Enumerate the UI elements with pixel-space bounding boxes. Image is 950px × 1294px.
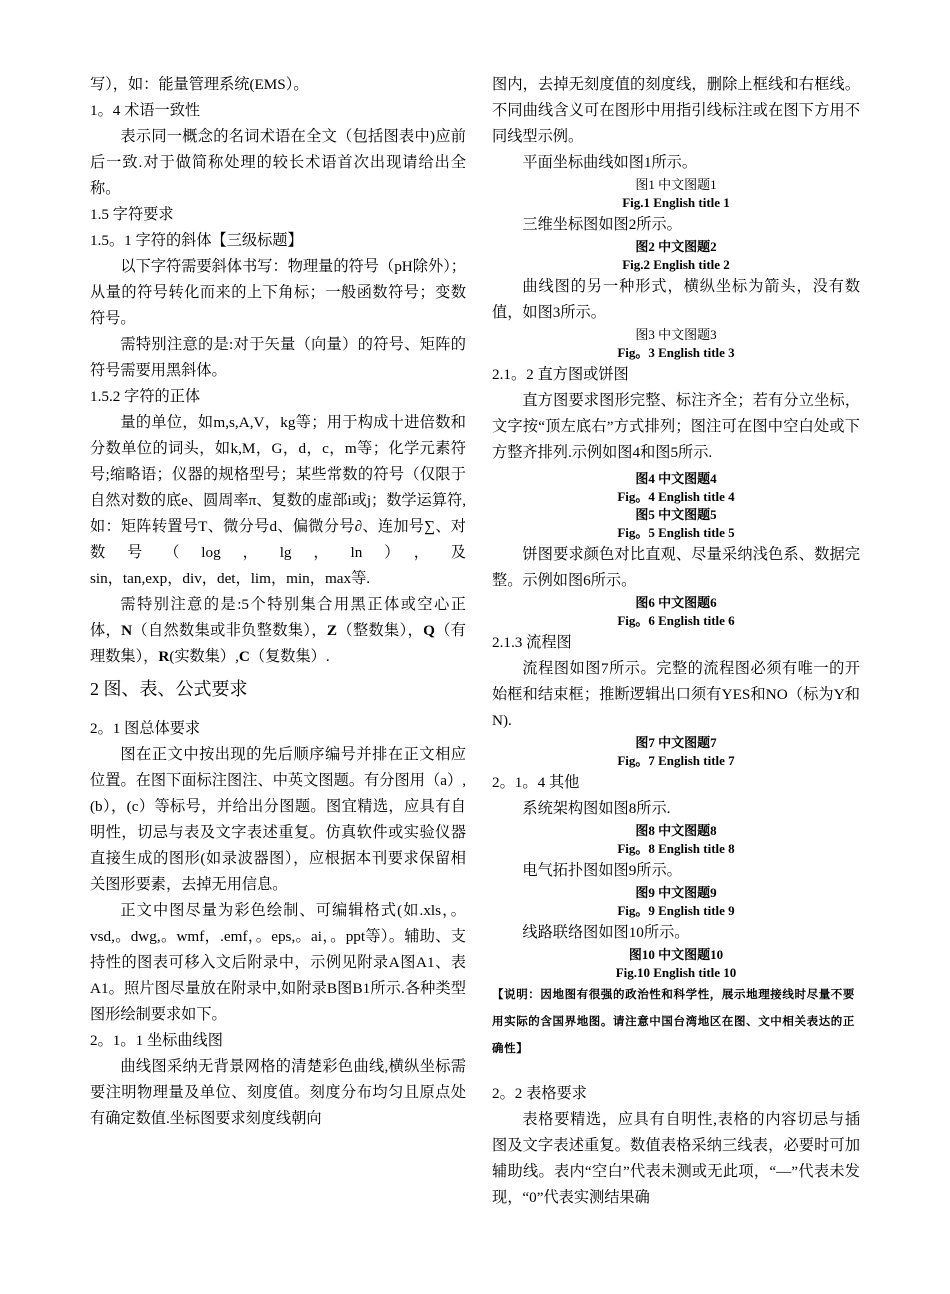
paragraph-figure-general: 图在正文中按出现的先后顺序编号并排在正文相应位置。在图下面标注图注、中英文图题。有分图用（a）,(b），(c）等标号，并给出分图题。图宜精选，应具有自明性，切忌与表及文字表述重复。仿真软件或实验仪器直接生成的图形(如录波器图），应根据本刊要求保留相关图形要素，去掉无用信息。 bbox=[90, 746, 466, 893]
figure-10-caption-en: Fig.10 English title 10 bbox=[615, 965, 737, 980]
figure-6-caption-cn: 图6 中文图题6 bbox=[635, 595, 717, 610]
paragraph-math-functions: sin，tan,exp，div，det，lim，min，max等. bbox=[90, 570, 371, 587]
paragraph-terminology: 表示同一概念的名词术语在全文（包括图表中)应前后一致.对于做简称处理的较长术语首次出现请给出全称。 bbox=[90, 128, 466, 197]
figure-4-caption-cn: 图4 中文图题4 bbox=[635, 471, 717, 486]
figure-3-caption-en: Fig。3 English title 3 bbox=[617, 345, 735, 360]
paragraph-italic-rules: 以下字符需要斜体书写：物理量的符号（pH除外）；从量的符号转化而来的上下角标；一般函数符号；变数符号。 bbox=[90, 258, 466, 327]
figure-8-caption-en: Fig。8 English title 8 bbox=[617, 841, 735, 856]
figure-2-caption-cn: 图2 中文图题2 bbox=[635, 239, 717, 254]
heading-2-1-3: 2.1.3 流程图 bbox=[492, 634, 572, 651]
heading-1-4: 1。4 术语一致性 bbox=[90, 102, 201, 119]
figure-9-caption-en: Fig。9 English title 9 bbox=[617, 903, 735, 918]
heading-2: 2 图、表、公式要求 bbox=[90, 679, 248, 699]
figure-9-caption-cn: 图9 中文图题9 bbox=[635, 885, 717, 900]
heading-2-1-2: 2.1。2 直方图或饼图 bbox=[492, 366, 629, 383]
figure-5-caption-cn: 图5 中文图题5 bbox=[635, 507, 717, 522]
paragraph-upright-rules: 量的单位，如m,s,A,V，kg等；用于构成十进倍数和分数单位的词头，如k,M，G，d，c，m等；化学元素符号;缩略语；仪器的规格型号；某些常数的符号（仅限于自然对数的底e、圆周率π、复数的虚部i或j；数学运算符,如：矩阵转置号T、微分号d、偏微分号∂、连加号∑、对数号（log，lg，ln），及 bbox=[90, 414, 466, 561]
figure-1-caption-cn: 图1 中文图题1 bbox=[635, 177, 717, 192]
set-q-desc: （有理数集）， bbox=[90, 622, 466, 665]
paragraph-pie: 饼图要求颜色对比直观、尽量采纳浅色系、数据完整。示例如图6所示。 bbox=[492, 546, 860, 589]
figure-4-caption-en: Fig。4 English title 4 bbox=[617, 489, 735, 504]
set-n-symbol: N bbox=[121, 622, 133, 639]
heading-2-1-4: 2。1。4 其他 bbox=[492, 774, 580, 791]
figure-3-caption-cn: 图3 中文图题3 bbox=[635, 327, 717, 342]
set-z-symbol: Z bbox=[326, 622, 338, 639]
paragraph-table: 表格要精选，应具有自明性,表格的内容切忌与插图及文字表述重复。数值表格采纳三线表，必要时可加辅助线。表内“空白”代表未测或无此项，“—”代表未发现，“0”代表实测结果确 bbox=[492, 1111, 860, 1206]
figure-7-caption-en: Fig。7 English title 7 bbox=[617, 753, 735, 768]
paragraph-fig3-ref: 曲线图的另一种形式，横纵坐标为箭头，没有数值，如图3所示。 bbox=[492, 278, 860, 321]
paragraph-ems: 写），如：能量管理系统(EMS）。 bbox=[90, 76, 309, 93]
heading-2-2: 2。2 表格要求 bbox=[492, 1085, 587, 1102]
heading-2-1-1: 2。1。1 坐标曲线图 bbox=[90, 1032, 223, 1049]
paragraph-fig2-ref: 三维坐标图如图2所示。 bbox=[522, 216, 682, 233]
map-notice: 【说明：因地图有很强的政治性和科学性，展示地理接线时尽量不要用实际的含国界地图。请注意中国台湾地区在图、文中相关表达的正确性】 bbox=[492, 989, 855, 1055]
paragraph-histogram: 直方图要求图形完整、标注齐全；若有分立坐标，文字按“顶左底右”方式排列；图注可在图中空白处或下方整齐排列.示例如图4和图5所示. bbox=[492, 392, 860, 461]
right-column bbox=[492, 72, 860, 1211]
paragraph-fig9-ref: 电气拓扑图如图9所示。 bbox=[522, 862, 682, 879]
figure-7-caption-cn: 图7 中文图题7 bbox=[635, 735, 717, 750]
figure-2-caption-en: Fig.2 English title 2 bbox=[622, 257, 730, 272]
figure-6-caption-en: Fig。6 English title 6 bbox=[617, 613, 735, 628]
set-c-symbol: C bbox=[238, 648, 250, 665]
figure-10-caption-cn: 图10 中文图题10 bbox=[628, 947, 724, 962]
heading-1-5-2: 1.5.2 字符的正体 bbox=[90, 388, 201, 405]
set-r-symbol: R bbox=[158, 648, 170, 665]
set-c-desc: （复数集）. bbox=[249, 648, 330, 665]
set-r-desc: (实数集）, bbox=[169, 648, 239, 665]
paragraph-fig1-ref: 平面坐标曲线如图1所示。 bbox=[522, 154, 698, 171]
paragraph-bold-italic-note: 需特别注意的是:对于矢量（向量）的符号、矩阵的符号需要用黑斜体。 bbox=[90, 336, 466, 379]
heading-2-1: 2。1 图总体要求 bbox=[90, 720, 201, 737]
sets-intro: 需特别注意的是:5个特别集合用黑正体或空心正体， bbox=[90, 596, 466, 639]
paragraph-figure-format: 正文中图尽量为彩色绘制、可编辑格式(如.xls，。vsd,。dwg,。wmf，.emf，。eps,。ai，。ppt等）。辅助、支持性的图表可移入文后附录中，示例见附录A图A1、表A1。照片图尽量放在附录中,如附录B图B1所示.各种类型图形绘制要求如下。 bbox=[90, 902, 466, 1023]
paragraph-curve-continued: 图内，去掉无刻度值的刻度线，删除上框线和右框线。不同曲线含义可在图形中用指引线标注或在图下方用不同线型示例。 bbox=[492, 76, 860, 145]
left-column bbox=[90, 72, 466, 1132]
figure-5-caption-en: Fig。5 English title 5 bbox=[617, 525, 735, 540]
set-z-desc: （整数集）， bbox=[337, 622, 424, 639]
heading-1-5: 1.5 字符要求 bbox=[90, 206, 174, 223]
figure-8-caption-cn: 图8 中文图题8 bbox=[635, 823, 717, 838]
set-n-desc: （自然数集或非负整数集）， bbox=[132, 622, 327, 639]
heading-1-5-1: 1.5。1 字符的斜体【三级标题】 bbox=[90, 232, 303, 249]
paragraph-special-sets bbox=[90, 592, 466, 670]
paragraph-coordinate-curve: 曲线图采纳无背景网格的清楚彩色曲线,横纵坐标需要注明物理量及单位、刻度值。刻度分布均匀且原点处有确定数值.坐标图要求刻度线朝向 bbox=[90, 1058, 466, 1127]
set-q-symbol: Q bbox=[423, 622, 435, 639]
paragraph-flowchart: 流程图如图7所示。完整的流程图必须有唯一的开始框和结束框；推断逻辑出口须有YES和NO（标为Y和N). bbox=[492, 660, 860, 729]
figure-1-caption-en: Fig.1 English title 1 bbox=[622, 195, 730, 210]
paragraph-fig10-ref: 线路联络图如图10所示。 bbox=[522, 924, 690, 941]
paragraph-fig8-ref: 系统架构图如图8所示. bbox=[522, 800, 671, 817]
